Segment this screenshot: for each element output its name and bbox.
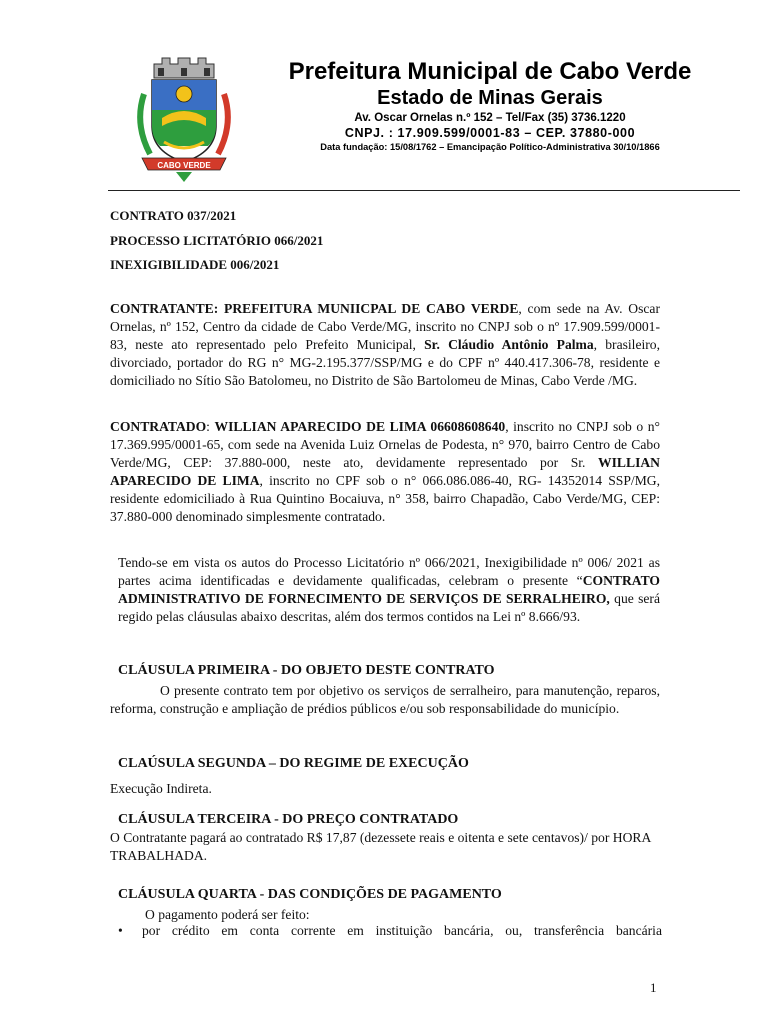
crest-banner-label: CABO VERDE: [157, 161, 211, 170]
contratado-name: WILLIAN APARECIDO DE LIMA 06608608640: [214, 419, 506, 434]
contratante-name: PREFEITURA MUNIICPAL DE CABO VERDE: [224, 301, 519, 316]
contratado-text-2: , inscrito no CPF sob o n° 066.086.086-40, RG- 14352014 SSP/MG, residente edomiciliado à Rua Quintino Bocaiuva, n° 358, bairro Chapadão, Cabo Verde/MG, CEP: 37.880-000 denominado simplesmente contratado.: [110, 473, 660, 524]
contratante-paragraph: [110, 300, 660, 390]
header-state: Estado de Minas Gerais: [377, 87, 603, 109]
contract-number: CONTRATO 037/2021: [110, 208, 237, 223]
bullet-icon: •: [118, 923, 123, 938]
clause-4-title: CLÁUSULA QUARTA - DAS CONDIÇÕES DE PAGAMENTO: [118, 887, 502, 902]
clause-1-text: O presente contrato tem por objetivo os serviços de serralheiro, para manutenção, reparos, reforma, construção e ampliação de prédios públicos e/ou sob responsabilidade do município.: [110, 683, 660, 716]
clause-3-text: O Contratante pagará ao contratado R$ 17,87 (dezessete reais e oitenta e sete centavos)/ por HORA TRABALHADA.: [110, 830, 651, 863]
clause-2-title: CLAÚSULA SEGUNDA – DO REGIME DE EXECUÇÃO: [118, 756, 469, 771]
clause-1-body: [110, 682, 660, 718]
coat-of-arms-icon: [128, 54, 240, 182]
preamble-paragraph: [118, 554, 660, 626]
preamble-text-2: que será regido pelas cláusulas abaixo descritas, além dos termos contidos na Lei nº 8.666/93.: [118, 591, 660, 624]
header-foundation: Data fundação: 15/08/1762 – Emancipação Político-Administrativa 30/10/1866: [320, 142, 660, 152]
clause-1-title: CLÁUSULA PRIMEIRA - DO OBJETO DESTE CONTRATO: [118, 663, 495, 678]
contratante-text-1: , com sede na Av. Oscar Ornelas, nº 152, Centro da cidade de Cabo Verde/MG, inscrito no CNPJ sob o nº 17.909.599/0001-83, neste ato representado pelo Prefeito Municipal,: [110, 301, 660, 352]
header-title: Prefeitura Municipal de Cabo Verde: [288, 58, 692, 85]
header-cnpj: CNPJ. : 17.909.599/0001-83 – CEP. 37880-000: [344, 126, 636, 140]
contratado-paragraph: [110, 418, 660, 526]
contratado-text-0: :: [206, 419, 215, 434]
header-address: Av. Oscar Ornelas n.º 152 – Tel/Fax (35) 3736.1220: [354, 112, 626, 124]
clause-4-intro: O pagamento poderá ser feito:: [145, 907, 310, 922]
contratante-label: CONTRATANTE:: [110, 301, 219, 316]
process-number: PROCESSO LICITATÓRIO 066/2021: [110, 233, 324, 248]
contratante-text-2: , brasileiro, divorciado, portador do RG n° MG-2.195.377/SSP/MG e do CPF nº 440.417.306-78, residente e domiciliado no Sítio São Batolomeu, no Distrito de São Bartolomeu de Minas, Cabo Verde /MG.: [110, 337, 660, 388]
contratado-representative: WILLIAN APARECIDO DE LIMA: [110, 455, 660, 488]
contratado-text-1: , inscrito no CNPJ sob o n° 17.369.995/0001-65, com sede na Avenida Luiz Ornelas de Podesta, n° 970, bairro Centro de Cabo Verde/MG, CEP: 37.880-000, neste ato, devidamente representado por Sr.: [110, 419, 660, 470]
mayor-name: Sr. Cláudio Antônio Palma: [424, 337, 594, 352]
clause-3-title: CLÁUSULA TERCEIRA - DO PREÇO CONTRATADO: [118, 812, 459, 827]
contratado-label: CONTRATADO: [110, 419, 207, 434]
page-number: 1: [650, 980, 657, 995]
header-divider: [108, 190, 740, 191]
clause-2-text: Execução Indireta.: [110, 781, 212, 796]
clause-4-bullet-text: por crédito em conta corrente em instituição bancária, ou, transferência bancária: [142, 923, 662, 938]
preamble-contract-title: CONTRATO ADMINISTRATIVO DE FORNECIMENTO DE SERVIÇOS DE SERRALHEIRO,: [118, 573, 660, 606]
inexigibility-number: INEXIGIBILIDADE 006/2021: [110, 257, 280, 272]
preamble-text-1: Tendo-se em vista os autos do Processo Licitatório nº 066/2021, Inexigibilidade nº 006/ 2021 as partes acima identificadas e devidamente qualificadas, celebram o presente “: [118, 555, 660, 588]
